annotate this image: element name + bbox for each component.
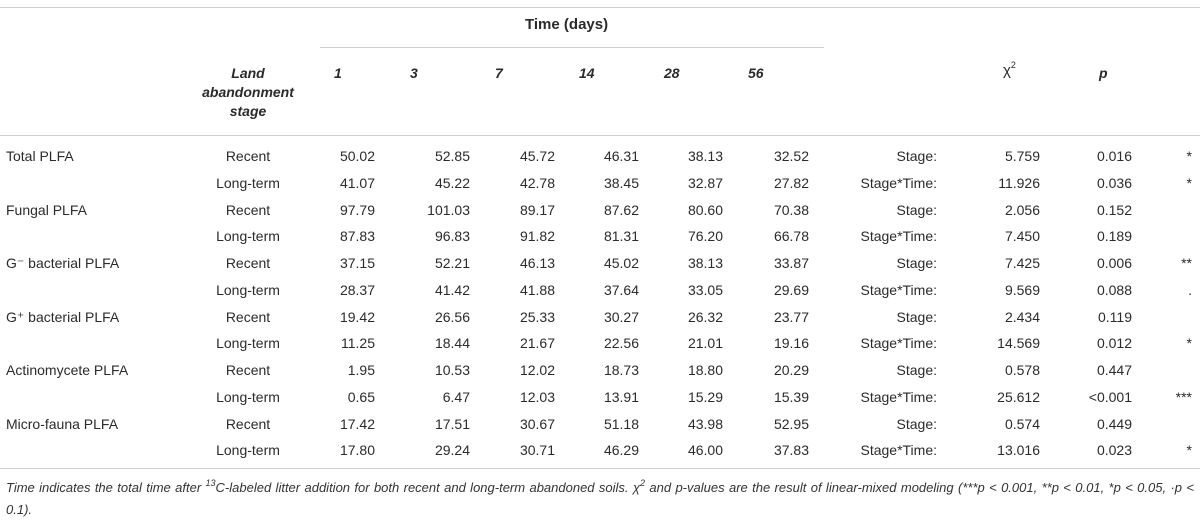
table-cell-value: 22.56 [603, 335, 639, 351]
table-cell-value: 41.88 [519, 282, 555, 298]
row-stage-label: Long-term [216, 282, 280, 298]
table-cell-value: 46.13 [519, 255, 555, 271]
table-cell-value: 15.39 [773, 389, 809, 405]
table-cell-value: 32.52 [773, 148, 809, 164]
table-cell-value: 101.03 [427, 202, 470, 218]
table-cell-value: 50.02 [339, 148, 375, 164]
effect-label: Stage: [896, 362, 937, 378]
table-cell-value: 37.64 [603, 282, 639, 298]
table-cell-value: 66.78 [773, 228, 809, 244]
caption-text-1: Time indicates the total time after [6, 480, 206, 495]
significance-mark: ** [1181, 255, 1192, 271]
table-cell-value: 12.02 [519, 362, 555, 378]
effect-label: Stage: [896, 202, 937, 218]
table-cell-value: 26.32 [687, 309, 723, 325]
stage-header-line-1: Land [231, 65, 265, 81]
row-stage-label: Recent [225, 416, 271, 432]
row-stage-label: Recent [225, 362, 271, 378]
table-cell-value: 20.29 [773, 362, 809, 378]
table-cell-value: 27.82 [773, 175, 809, 191]
row-group-label: Actinomycete PLFA [6, 362, 129, 378]
row-stage-label: Recent [225, 148, 271, 164]
table-cell-value: 37.15 [339, 255, 375, 271]
effect-label: Stage: [896, 309, 937, 325]
chi-square-value: 11.926 [998, 175, 1040, 191]
effect-label: Stage: [896, 416, 937, 432]
top-rule [0, 7, 1200, 8]
chi-square-value: 0.578 [1004, 362, 1040, 378]
chi-square-value: 2.056 [1004, 202, 1040, 218]
table-cell-value: 19.16 [773, 335, 809, 351]
table-cell-value: 29.69 [773, 282, 809, 298]
table-cell-value: 43.98 [687, 416, 723, 432]
table-cell-value: 17.51 [434, 416, 470, 432]
table-cell-value: 52.95 [773, 416, 809, 432]
row-stage-label: Recent [225, 309, 271, 325]
table-cell-value: 70.38 [773, 202, 809, 218]
table-cell-value: 30.67 [519, 416, 555, 432]
table-cell-value: 21.67 [519, 335, 555, 351]
table-cell-value: 13.91 [603, 389, 639, 405]
row-group-label: Total PLFA [6, 148, 74, 164]
row-stage-label: Long-term [216, 389, 280, 405]
table-cell-value: 19.42 [339, 309, 375, 325]
row-stage-label: Recent [225, 255, 271, 271]
significance-mark: *** [1175, 389, 1192, 405]
p-value: 0.023 [1096, 442, 1132, 458]
table-cell-value: 21.01 [687, 335, 723, 351]
row-stage-label: Long-term [216, 442, 280, 458]
time-span-rule [320, 47, 824, 48]
table-cell-value: 80.60 [687, 202, 723, 218]
table-cell-value: 0.65 [347, 389, 375, 405]
significance-mark: * [1186, 148, 1192, 164]
significance-mark: * [1186, 175, 1192, 191]
row-group-label: G⁺ bacterial PLFA [6, 309, 120, 325]
p-header: p [1099, 65, 1108, 81]
table-cell-value: 37.83 [773, 442, 809, 458]
caption-superscript: 13 [205, 477, 216, 488]
p-value: 0.006 [1096, 255, 1132, 271]
effect-label: Stage*Time: [860, 335, 937, 351]
caption-superscript-2: 2 [640, 477, 646, 488]
effect-label: Stage*Time: [860, 228, 937, 244]
table-cell-value: 38.45 [603, 175, 639, 191]
p-value: 0.088 [1096, 282, 1132, 298]
row-stage-label: Long-term [216, 335, 280, 351]
table-cell-value: 12.03 [519, 389, 555, 405]
row-stage-label: Long-term [216, 228, 280, 244]
p-value: 0.016 [1096, 148, 1132, 164]
caption-text-2: C-labeled litter addition for both recent and long-term abandoned soils. χ [215, 480, 640, 495]
table-cell-value: 87.83 [339, 228, 375, 244]
caption-text-3: and p-values are the result of linear-mixed modeling (***p < 0.001, **p < 0.01, *p < 0.05, ·p < 0.1). [6, 480, 1194, 517]
chi-square-value: 14.569 [997, 335, 1040, 351]
table-cell-value: 38.13 [687, 255, 723, 271]
effect-label: Stage*Time: [860, 175, 937, 191]
table-cell-value: 46.31 [603, 148, 639, 164]
table-cell-value: 41.42 [434, 282, 470, 298]
day-header: 28 [664, 65, 680, 81]
time-header: Time (days) [525, 16, 609, 33]
table-cell-value: 45.22 [434, 175, 470, 191]
day-header: 7 [495, 65, 503, 81]
p-value: 0.119 [1098, 309, 1132, 325]
table-cell-value: 25.33 [519, 309, 555, 325]
table-cell-value: 38.13 [687, 148, 723, 164]
table-caption [6, 477, 1194, 521]
table-cell-value: 42.78 [519, 175, 555, 191]
table-cell-value: 30.71 [519, 442, 555, 458]
stage-header [178, 64, 318, 121]
row-group-label: G⁻ bacterial PLFA [6, 255, 120, 271]
table-cell-value: 17.42 [339, 416, 375, 432]
chi-square-value: 0.574 [1004, 416, 1040, 432]
p-value: 0.447 [1096, 362, 1132, 378]
p-value: 0.189 [1096, 228, 1132, 244]
p-value: 0.036 [1096, 175, 1132, 191]
table-cell-value: 91.82 [519, 228, 555, 244]
p-value: 0.152 [1096, 202, 1132, 218]
table-cell-value: 28.37 [339, 282, 375, 298]
table-cell-value: 96.83 [434, 228, 470, 244]
table-cell-value: 97.79 [339, 202, 375, 218]
table-cell-value: 41.07 [339, 175, 375, 191]
chi-square-value: 7.450 [1004, 228, 1040, 244]
table-cell-value: 10.53 [434, 362, 470, 378]
day-header: 14 [579, 65, 595, 81]
chi-square-value: 2.434 [1004, 309, 1040, 325]
table-cell-value: 89.17 [519, 202, 555, 218]
row-group-label: Micro-fauna PLFA [6, 416, 119, 432]
effect-label: Stage: [896, 148, 937, 164]
chi-square-value: 13.016 [997, 442, 1040, 458]
significance-mark: * [1186, 442, 1192, 458]
chi-square-value: 7.425 [1004, 255, 1040, 271]
table-cell-value: 32.87 [687, 175, 723, 191]
table-cell-value: 18.73 [603, 362, 639, 378]
table-cell-value: 11.25 [341, 335, 375, 351]
chi-superscript: 2 [1010, 60, 1016, 70]
stage-header-line-3: stage [229, 103, 267, 119]
significance-mark: * [1186, 335, 1192, 351]
chi-square-header [1003, 62, 1016, 80]
table-cell-value: 18.80 [687, 362, 723, 378]
table-cell-value: 15.29 [687, 389, 723, 405]
table-cell-value: 29.24 [434, 442, 470, 458]
table-cell-value: 46.00 [687, 442, 723, 458]
table-cell-value: 46.29 [603, 442, 639, 458]
table-cell-value: 81.31 [603, 228, 639, 244]
table-cell-value: 6.47 [442, 389, 470, 405]
p-value: 0.449 [1096, 416, 1132, 432]
table-cell-value: 76.20 [687, 228, 723, 244]
header-rule [0, 135, 1200, 136]
table-cell-value: 23.77 [773, 309, 809, 325]
effect-label: Stage*Time: [860, 282, 937, 298]
p-value: <0.001 [1088, 389, 1132, 405]
day-header: 1 [334, 65, 342, 81]
table-cell-value: 52.21 [434, 255, 470, 271]
effect-label: Stage: [896, 255, 937, 271]
table-cell-value: 45.72 [519, 148, 555, 164]
bottom-rule [0, 468, 1200, 469]
stage-header-line-2: abandonment [202, 84, 294, 100]
chi-symbol: χ [1003, 62, 1011, 79]
table-cell-value: 87.62 [603, 202, 639, 218]
table-cell-value: 18.44 [434, 335, 470, 351]
table-cell-value: 51.18 [603, 416, 639, 432]
effect-label: Stage*Time: [860, 389, 937, 405]
row-stage-label: Recent [225, 202, 271, 218]
day-header: 3 [410, 65, 418, 81]
effect-label: Stage*Time: [860, 442, 937, 458]
table-cell-value: 17.80 [339, 442, 375, 458]
table-cell-value: 52.85 [434, 148, 470, 164]
significance-mark: . [1188, 282, 1192, 298]
table-cell-value: 1.95 [347, 362, 375, 378]
table-cell-value: 26.56 [434, 309, 470, 325]
table-cell-value: 33.05 [687, 282, 723, 298]
row-stage-label: Long-term [216, 175, 280, 191]
p-value: 0.012 [1096, 335, 1132, 351]
row-group-label: Fungal PLFA [6, 202, 87, 218]
chi-square-value: 9.569 [1004, 282, 1040, 298]
table-cell-value: 33.87 [773, 255, 809, 271]
day-header: 56 [748, 65, 764, 81]
table-cell-value: 30.27 [603, 309, 639, 325]
table-cell-value: 45.02 [603, 255, 639, 271]
chi-square-value: 25.612 [997, 389, 1040, 405]
chi-square-value: 5.759 [1004, 148, 1040, 164]
